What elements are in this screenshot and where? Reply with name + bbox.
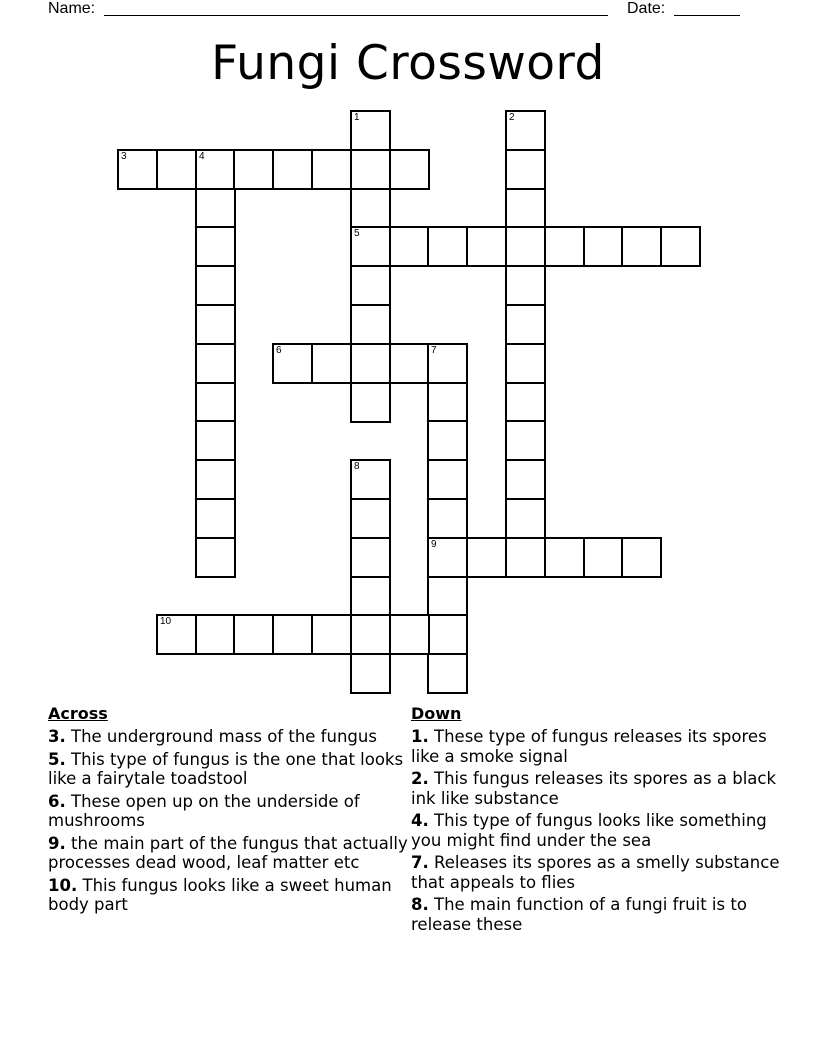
clue-number: 1. [411,727,429,746]
grid-cell[interactable] [505,498,546,539]
grid-cell[interactable] [427,420,468,461]
grid-cell[interactable] [195,188,236,229]
grid-cell[interactable] [350,537,391,578]
across-clue-list [48,727,408,915]
grid-cell[interactable] [427,459,468,500]
clue-text: The main function of a fungi fruit is to release these [411,895,747,934]
grid-cell[interactable] [427,343,468,384]
cell-number: 9 [431,539,437,550]
date-label: Date: [627,0,666,17]
grid-cell[interactable] [583,226,624,267]
grid-cell[interactable] [117,149,158,190]
grid-cell[interactable] [156,614,197,655]
clue-number: 6. [48,791,66,811]
grid-cell[interactable] [505,304,546,345]
grid-cell[interactable] [350,653,391,694]
clue-text: The underground mass of the fungus [71,727,377,746]
grid-cell[interactable] [350,498,391,539]
grid-cell[interactable] [505,265,546,306]
down-clue [411,895,781,934]
grid-cell[interactable] [466,226,507,267]
grid-cell[interactable] [233,149,274,190]
grid-cell[interactable] [311,149,352,190]
grid-cell[interactable] [505,226,546,267]
across-clue [48,792,408,831]
down-clue [411,727,781,766]
grid-cell[interactable] [272,343,313,384]
grid-cell[interactable] [272,614,313,655]
grid-cell[interactable] [195,537,236,578]
cell-number: 6 [276,345,282,356]
grid-cell[interactable] [195,382,236,423]
grid-cell[interactable] [195,149,236,190]
grid-cell[interactable] [350,382,391,423]
across-clue [48,876,408,915]
grid-cell[interactable] [350,265,391,306]
grid-cell[interactable] [350,343,391,384]
across-clues [48,704,408,918]
cell-number: 7 [431,345,437,356]
grid-cell[interactable] [195,459,236,500]
grid-cell[interactable] [544,537,585,578]
grid-cell[interactable] [389,343,430,384]
page-title: Fungi Crossword [211,36,605,91]
grid-cell[interactable] [505,537,546,578]
clue-number: 2. [411,769,429,788]
clue-text: This fungus looks like a sweet human body part [48,875,392,914]
grid-cell[interactable] [427,498,468,539]
grid-cell[interactable] [350,226,391,267]
clue-text: These open up on the underside of mushrooms [48,791,360,830]
cell-number: 1 [354,112,360,123]
grid-cell[interactable] [311,343,352,384]
grid-cell[interactable] [350,459,391,500]
grid-cell[interactable] [389,226,430,267]
down-heading: Down [411,704,462,723]
clue-text: These type of fungus releases its spores like a smoke signal [411,727,767,766]
down-clue [411,769,781,808]
clue-text: This type of fungus looks like something you might find under the sea [411,811,767,850]
grid-cell[interactable] [505,420,546,461]
grid-cell[interactable] [427,382,468,423]
grid-cell[interactable] [427,653,468,694]
grid-cell[interactable] [427,537,468,578]
clue-number: 8. [411,895,429,914]
cell-number: 4 [199,151,205,162]
across-heading: Across [48,704,108,723]
down-clue-list [411,727,781,934]
grid-cell[interactable] [505,459,546,500]
cell-number: 2 [509,112,515,123]
clue-text: the main part of the fungus that actually processes dead wood, leaf matter etc [48,833,408,872]
cell-number: 8 [354,461,360,472]
grid-cell[interactable] [583,537,624,578]
down-clues [411,704,781,937]
clue-number: 7. [411,853,429,872]
grid-cell[interactable] [660,226,701,267]
grid-cell[interactable] [427,226,468,267]
clue-number: 3. [48,727,66,746]
grid-cell[interactable] [195,498,236,539]
grid-cell[interactable] [350,304,391,345]
grid-cell[interactable] [505,382,546,423]
grid-cell[interactable] [505,149,546,190]
grid-cell[interactable] [544,226,585,267]
grid-cell[interactable] [233,614,274,655]
grid-cell[interactable] [505,110,546,151]
across-clue [48,750,408,789]
clue-number: 10. [48,875,78,895]
clue-text: This type of fungus is the one that looks like a fairytale toadstool [48,749,404,788]
grid-cell[interactable] [195,265,236,306]
grid-cell[interactable] [505,188,546,229]
name-label: Name: [48,0,96,17]
across-clue [48,727,408,747]
clue-number: 9. [48,833,66,853]
cell-number: 10 [160,616,172,627]
grid-cell[interactable] [621,226,662,267]
across-clue [48,834,408,873]
grid-cell[interactable] [195,304,236,345]
grid-cell[interactable] [350,149,391,190]
grid-cell[interactable] [272,149,313,190]
clue-number: 5. [48,749,66,769]
grid-cell[interactable] [389,149,430,190]
grid-cell[interactable] [350,188,391,229]
grid-cell[interactable] [427,576,468,617]
grid-cell[interactable] [156,149,197,190]
grid-cell[interactable] [195,343,236,384]
cell-number: 3 [121,151,127,162]
down-clue [411,853,781,892]
grid-cell[interactable] [195,226,236,267]
grid-cell[interactable] [195,420,236,461]
clue-text: Releases its spores as a smelly substance that appeals to flies [411,853,780,892]
clue-text: This fungus releases its spores as a black ink like substance [411,769,777,808]
grid-cell[interactable] [621,537,662,578]
grid-cell[interactable] [427,614,468,655]
grid-cell[interactable] [389,614,430,655]
grid-cell[interactable] [350,614,391,655]
grid-cell[interactable] [505,343,546,384]
down-clue [411,811,781,850]
grid-cell[interactable] [311,614,352,655]
grid-cell[interactable] [466,537,507,578]
grid-cell[interactable] [195,614,236,655]
clue-number: 4. [411,811,429,830]
grid-cell[interactable] [350,576,391,617]
cell-number: 5 [354,228,360,239]
grid-cell[interactable] [350,110,391,151]
